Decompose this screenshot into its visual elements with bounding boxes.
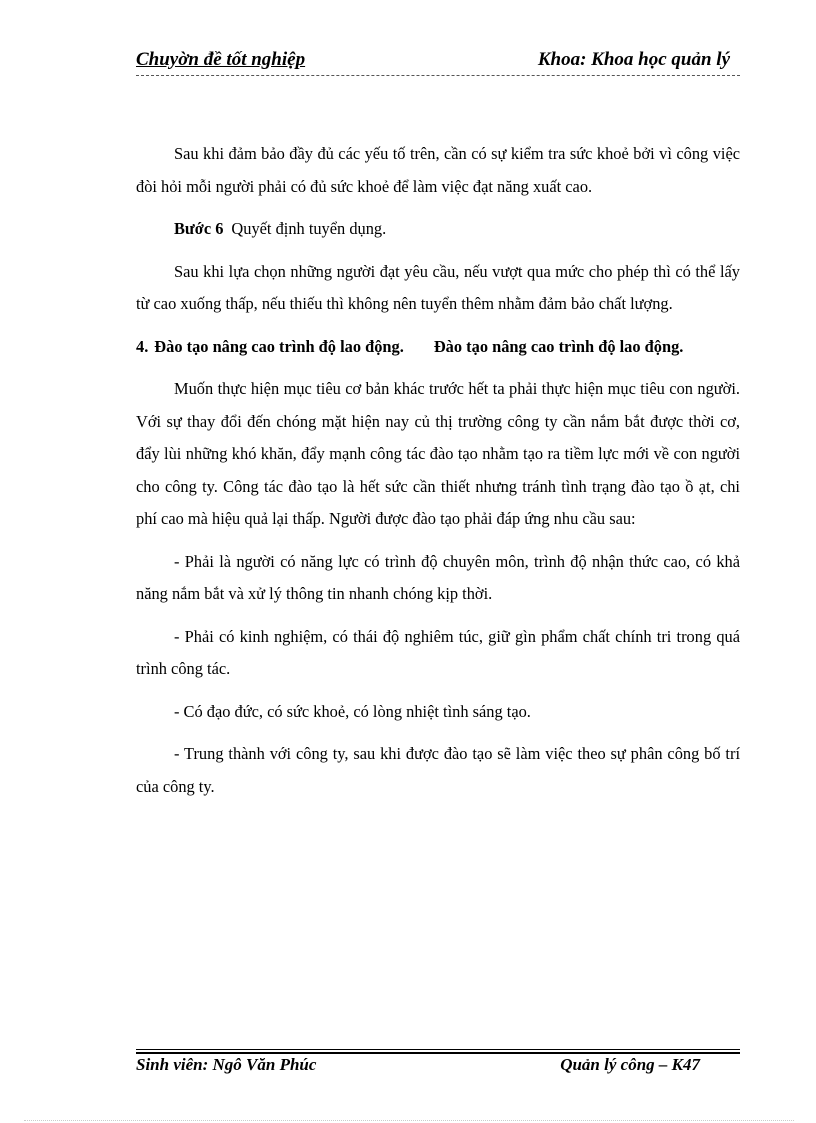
- paragraph-selection: Sau khi lựa chọn những người đạt yêu cầu, nếu vượt qua mức cho phép thì có thể lấy từ cao xuống thấp, nếu thiếu thì không nên tuyển thêm nhằm đảm bảo chất lượng.: [136, 261, 740, 313]
- section-heading-duplicate: Đào tạo nâng cao trình độ lao động.: [433, 336, 684, 356]
- page-header: [136, 46, 740, 76]
- footer-divider-thick: [136, 1052, 740, 1054]
- paragraph-training: Muốn thực hiện mục tiêu cơ bản khác trước hết ta phải thực hiện mục tiêu con người. Với sự thay đổi đến chóng mặt hiện nay củ thị trường công ty cần nắm bắt được thời cơ, đẩy lùi những khó khăn, đẩy mạnh công tác đào tạo nhằm tạo ra tiềm lực mới về con người cho công ty. Công tác đào tạo là hết sức cần thiết nhưng tránh tình trạng đào tạo ồ ạt, chi phí cao mà hiệu quả lại thấp. Người được đào tạo phải đáp ứng nhu cầu sau:: [136, 379, 740, 528]
- section-heading-4: [136, 331, 740, 364]
- paragraph-health-check: Sau khi đảm bảo đầy đủ các yếu tố trên, cần có sự kiểm tra sức khoẻ bởi vì công việc đòi hỏi mỗi người phải có đủ sức khoẻ để làm việc đạt năng xuất cao.: [136, 144, 740, 196]
- header-report-type: Chuyờn đề tốt nghiệp: [136, 49, 306, 70]
- footer-class: Quản lý công – K47: [560, 1055, 700, 1074]
- page-footer: [136, 1055, 740, 1079]
- bullet-experience: - Phải có kinh nghiệm, có thái độ nghiêm túc, giữ gìn phẩm chất chính tri trong quá trình công tác.: [136, 626, 740, 678]
- header-faculty: Khoa: Khoa học quản lý: [537, 49, 730, 70]
- bullet-competence: - Phải là người có năng lực có trình độ chuyên môn, trình độ nhận thức cao, có khả năng nắm bắt và xử lý thông tin nhanh chóng kịp thời.: [136, 551, 740, 603]
- step-6-label: Bước 6: [174, 219, 224, 238]
- step-6-text: Quyết định tuyển dụng.: [231, 219, 387, 238]
- step-6: [136, 213, 740, 246]
- bullet-loyalty: - Trung thành với công ty, sau khi được đào tạo sẽ làm việc theo sự phân công bố trí của công ty.: [136, 744, 740, 796]
- page-bottom-edge: [24, 1120, 794, 1121]
- document-body: [136, 138, 740, 813]
- footer-divider-thin: [136, 1049, 740, 1050]
- section-heading-number: 4.: [136, 336, 149, 356]
- section-heading-title: Đào tạo nâng cao trình độ lao động.: [154, 336, 404, 356]
- header-divider: [136, 75, 740, 76]
- footer-student: Sinh viên: Ngô Văn Phúc: [136, 1055, 317, 1074]
- bullet-ethics: - Có đạo đức, có sức khoẻ, có lòng nhiệt tình sáng tạo.: [174, 701, 531, 721]
